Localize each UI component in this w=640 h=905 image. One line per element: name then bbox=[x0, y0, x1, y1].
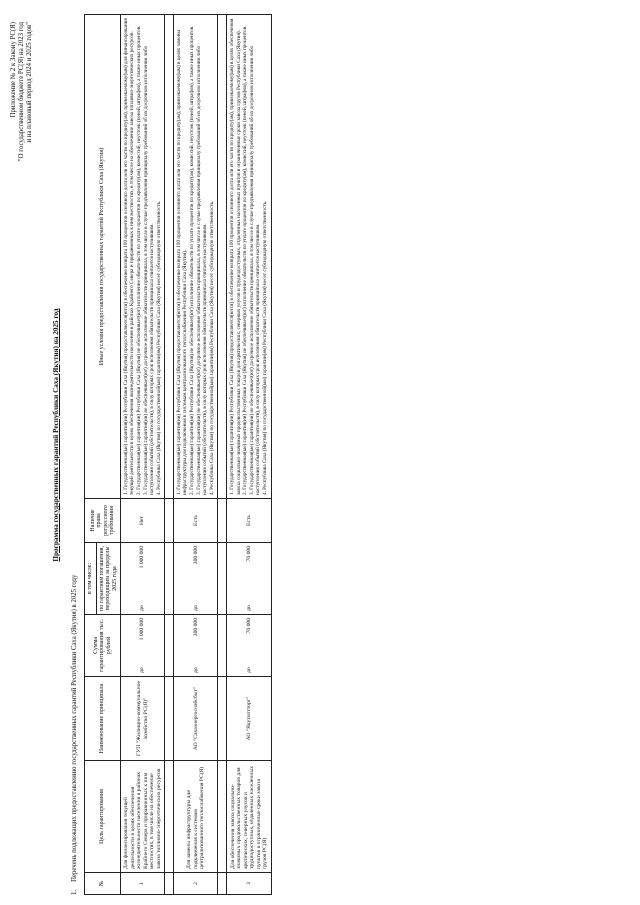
section-title-text: Перечень подлежащих предоставлению государственных гарантий Республики Саха (Якутия) в 2025 году bbox=[71, 574, 78, 882]
row-regress: Нет bbox=[121, 499, 165, 543]
row-num: 2 bbox=[174, 873, 218, 895]
term-item: 3. Государственная(ые) гарантия(ии) не обеспечивает(ют) досрочное исполнение обязательств принципала, в том числе в случае предъявления принципалу требований об их досрочном исполнении либо наступления событий (обстоятельств), в силу которых срок исполнения обязательств принципала считается наступившим. bbox=[142, 45, 155, 495]
row-regress: Есть bbox=[227, 499, 271, 543]
row-amount bbox=[227, 615, 271, 677]
section-heading bbox=[71, 567, 78, 895]
transfer-value: 300 000 bbox=[192, 546, 199, 565]
row-num: 3 bbox=[227, 873, 271, 895]
row-purpose: Для замены инфраструктуры для подключения к системам централизованного теплоснабжения РС(Я) bbox=[174, 761, 218, 873]
spacer-row bbox=[218, 15, 227, 895]
row-num: 1 bbox=[121, 873, 165, 895]
row-principal: АО "Якутоптторг" bbox=[227, 677, 271, 761]
table-row bbox=[174, 15, 218, 895]
row-regress: Есть bbox=[174, 499, 218, 543]
program-title: Программа государственных гарантий Республики Саха (Якутия) на 2025 год bbox=[52, 308, 60, 562]
transfer-prefix: до bbox=[245, 605, 252, 611]
row-principal: ГУП "Жилищно-коммунальное хозяйство РС(Я)" bbox=[121, 677, 165, 761]
amount-prefix: до bbox=[192, 667, 199, 673]
appendix-line-2: "О государственном бюджете РС(Я) на 2023 год bbox=[18, 22, 26, 162]
amount-prefix: до bbox=[139, 667, 146, 673]
term-item: 1. Государственная(ые) гарантия(ии) Республики Саха (Якутия) предоставляется(ются) в обеспечение возврата 100 процентов основного долга или его части по кредиту(ам), привлекаемому(ым) для финансирования текущей деятельности в целях обеспечения жизнедеятельности населения в районах Крайнего Севера и приравненных к ним местностях, в том числе на обеспечение завоза топливно-энергетических ресурсов. bbox=[123, 18, 136, 495]
appendix-line-3: и на плановый период 2024 и 2025 годов" bbox=[26, 22, 34, 143]
transfer-value: 70 000 bbox=[245, 546, 252, 562]
amount-value: 300 000 bbox=[192, 618, 199, 637]
header-amount: Сумма гарантирования тыс. рублей bbox=[85, 615, 121, 677]
transfer-value: 1 000 000 bbox=[139, 546, 146, 569]
table-row bbox=[121, 15, 165, 895]
term-item: 3. Государственная(ые) гарантия(ии) не обеспечивает(ют) досрочное исполнение обязательств принципала, в том числе в случае предъявления принципалу требований об их досрочном исполнении либо наступления событий (обстоятельств), в силу которых срок исполнения обязательств принципала считается наступившим. bbox=[249, 45, 262, 495]
row-purpose: Для финансирования текущей деятельности в целях обеспечения жизнедеятельности населения в районах Крайнего Севера и приравненных к ним местностях, в том числе на обеспечение завоза топливно-энергетических ресурсов bbox=[121, 761, 165, 873]
header-num: № bbox=[85, 873, 121, 895]
amount-value: 70 000 bbox=[245, 618, 252, 634]
row-transfer bbox=[174, 543, 218, 615]
term-item: 2. Государственная(ые) гарантия(ии) Республики Саха (Якутия) не обеспечивает(ют) исполнение обязательств по уплате процентов по кредиту(ам), комиссий, неустоек (пеней, штрафов), а также иных процентов. bbox=[242, 25, 249, 495]
appendix-line-1: Приложение № 2 к Закону РС(Я) bbox=[10, 22, 17, 118]
row-purpose: Для обеспечения завоза социально-значимых продовольственных товаров для арктических, северных улусов и труднодоступных, отдаленных населенных пунктов в ограниченные сроки завоза грузов РС(Я) bbox=[227, 761, 271, 873]
term-item: 1. Государственная(ые) гарантия(ии) Республики Саха (Якутия) предоставляется(ются) в обеспечение возврата 100 процентов основного долга или его части по кредиту(ам), привлекаемому(ым) в целях замены инфраструктуры для подключения к системам централизованного теплоснабжения Республики Саха (Якутия). bbox=[176, 30, 189, 495]
header-regress: Наличие права регрессного требования bbox=[85, 499, 121, 543]
table-row bbox=[227, 15, 271, 895]
term-item: 4. Республика Саха (Якутия) по государственной(ым) гарантии(ям) Республики Саха (Якутия) несет субсидиарную ответственность. bbox=[208, 200, 215, 495]
row-terms bbox=[174, 15, 218, 499]
appendix-note bbox=[10, 22, 35, 161]
header-including: в том числе: bbox=[85, 543, 97, 615]
term-item: 4. Республика Саха (Якутия) по государственной(ым) гарантии(ям) Республики Саха (Якутия) несет субсидиарную ответственность. bbox=[261, 200, 268, 495]
row-amount bbox=[121, 615, 165, 677]
transfer-prefix: до bbox=[192, 605, 199, 611]
term-item: 2. Государственная(ые) гарантия(ии) Республики Саха (Якутия) не обеспечивает(ют) исполнение обязательств по уплате процентов по кредиту(ам), комиссий, неустоек (пеней, штрафов), а также иных процентов. bbox=[189, 25, 196, 495]
header-terms: Иные условия предоставления государственных гарантий Республики Саха (Якутия) bbox=[85, 15, 121, 499]
amount-prefix: до bbox=[245, 667, 252, 673]
section-number: 1. bbox=[71, 889, 78, 895]
row-terms bbox=[121, 15, 165, 499]
term-item: 3. Государственная(ые) гарантия(ии) не обеспечивает(ют) досрочное исполнение обязательств принципала, в том числе в случае предъявления принципалу требований об их досрочном исполнении либо наступления событий (обстоятельств), в силу которых срок исполнения обязательств принципала считается наступившим. bbox=[195, 45, 209, 495]
header-including-sub: по гарантиям погашения, переходящим за пределы 2025 года bbox=[96, 543, 121, 615]
row-amount bbox=[174, 615, 218, 677]
header-row bbox=[85, 15, 97, 895]
row-terms bbox=[227, 15, 271, 499]
transfer-prefix: до bbox=[139, 605, 146, 611]
term-item: 4. Республика Саха (Якутия) по государственной(ым) гарантии(ям) Республики Саха (Якутия) несет субсидиарную ответственность. bbox=[155, 200, 162, 495]
guarantees-table bbox=[84, 14, 272, 895]
header-principal: Наименование принципала bbox=[85, 677, 121, 761]
amount-value: 1 000 000 bbox=[139, 618, 146, 641]
row-transfer bbox=[227, 543, 271, 615]
row-transfer bbox=[121, 543, 165, 615]
header-purpose: Цель гарантирования bbox=[85, 761, 121, 873]
term-item: 2. Государственная(ые) гарантия(ии) Республики Саха (Якутия) не обеспечивает(ют) исполнение обязательств по уплате процентов по кредиту(ам), комиссий, неустоек (пеней, штрафов), а также иных процентов. bbox=[135, 25, 142, 495]
spacer-row bbox=[165, 15, 174, 895]
term-item: 1. Государственная(ые) гарантия(ии) Республики Саха (Якутия) предоставляется(ются) в обеспечение возврата 100 процентов основного долга или его части по кредиту(ам), привлекаемому(ым) в целях обеспечения завоза социально-значимых продовольственных товаров для арктических, северных улусов и труднодоступных, отдаленных населенных пунктов в ограниченные сроки завоза грузов Республики Саха (Якутия). bbox=[229, 18, 242, 495]
row-principal: АО "Сахаэнергоснабсбыт" bbox=[174, 677, 218, 761]
